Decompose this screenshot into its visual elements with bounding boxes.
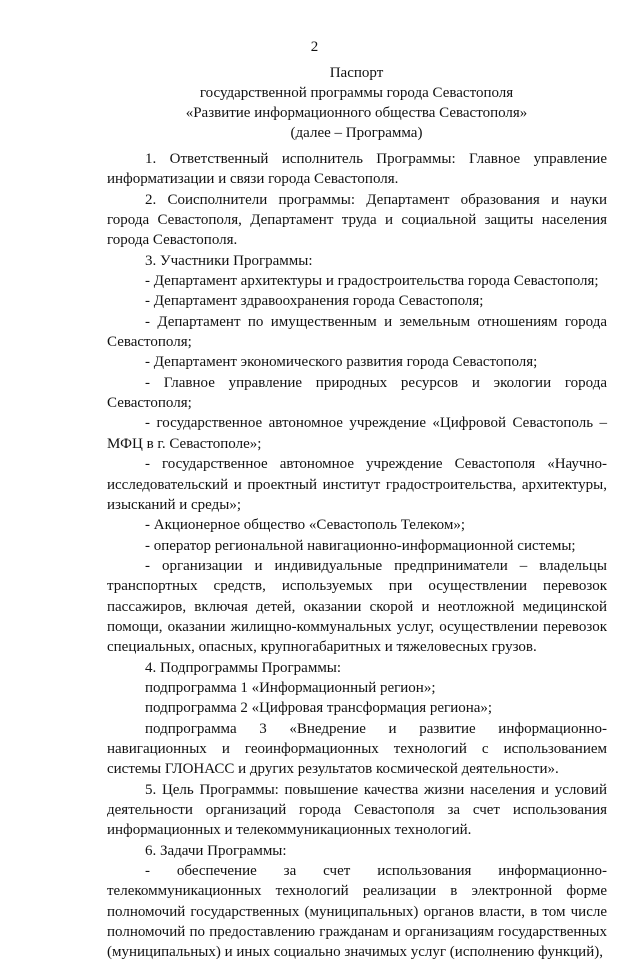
title-line-2: государственной программы города Севастополя — [199, 85, 514, 101]
list-item: - организации и индивидуальные предприниматели – владельцы транспортных средств, используемых при осуществлении перевозок пассажиров, включая детей, оказании скорой и неотложной медицинской помощи, оказании жилищно-коммунальных услуг, осуществлении перевозок специальных, опасных, крупногабаритных и тяжеловесных грузов. — [107, 557, 607, 656]
list-item: - Акционерное общество «Севастополь Телеком»; — [145, 517, 465, 534]
title-line-4: (далее – Программа) — [290, 125, 423, 141]
subprogram-item: подпрограмма 1 «Информационный регион»; — [145, 679, 436, 696]
list-item: - Департамент здравоохранения города Севастополя; — [145, 293, 484, 310]
list-item: - Департамент по имущественным и земельным отношениям города Севастополя; — [107, 313, 607, 351]
paragraph-tasks-heading: 6. Задачи Программы: — [145, 842, 287, 859]
list-item: - государственное автономное учреждение «Цифровой Севастополь – МФЦ в г. Севастополе»; — [107, 415, 607, 452]
paragraph-participants-heading: 3. Участники Программы: — [145, 252, 313, 269]
paragraph-goal: 5. Цель Программы: повышение качества жизни населения и условий деятельности организаций города Севастополя за счет использования информационных и телекоммуникационных технологий. — [107, 781, 607, 839]
title-line-1: Паспорт — [329, 65, 384, 81]
list-item: - обеспечение за счет использования информационно-телекоммуникационных технологий реализации в электронной форме полномочий государственных (муниципальных) органов власти, в том числе полномочий по предоставлению гражданам и организациям государственных (муниципальных) и иных социально значимых услуг (исполнению функций), — [107, 863, 607, 961]
paragraph-subprograms-heading: 4. Подпрограммы Программы: — [145, 659, 342, 676]
page-number: 2 — [310, 39, 319, 55]
document-title — [100, 63, 613, 143]
list-item: - Главное управление природных ресурсов и экологии города Севастополя; — [107, 374, 607, 412]
document-body — [107, 149, 607, 963]
list-item: - государственное автономное учреждение Севастополя «Научно-исследовательский и проектный институт градостроительства, архитектуры, изысканий и среды»; — [107, 456, 607, 513]
list-item: - Департамент экономического развития города Севастополя; — [145, 354, 538, 371]
title-line-3: «Развитие информационного общества Севастополя» — [185, 105, 528, 121]
paragraph-responsible: 1. Ответственный исполнитель Программы: Главное управление информатизации и связи города Севастополя. — [107, 151, 607, 188]
list-item: - оператор региональной навигационно-информационной системы; — [145, 537, 576, 554]
subprogram-item: подпрограмма 2 «Цифровая трансформация региона»; — [145, 700, 493, 717]
subprogram-item: подпрограмма 3 «Внедрение и развитие информационно-навигационных и геоинформационных технологий с использованием системы ГЛОНАСС и других результатов космической деятельности». — [107, 720, 607, 778]
paragraph-co-executors: 2. Соисполнители программы: Департамент образования и науки города Севастополя, Департамент труда и социальной защиты населения города Севастополя. — [107, 191, 607, 249]
list-item: - Департамент архитектуры и градостроительства города Севастополя; — [145, 273, 599, 290]
